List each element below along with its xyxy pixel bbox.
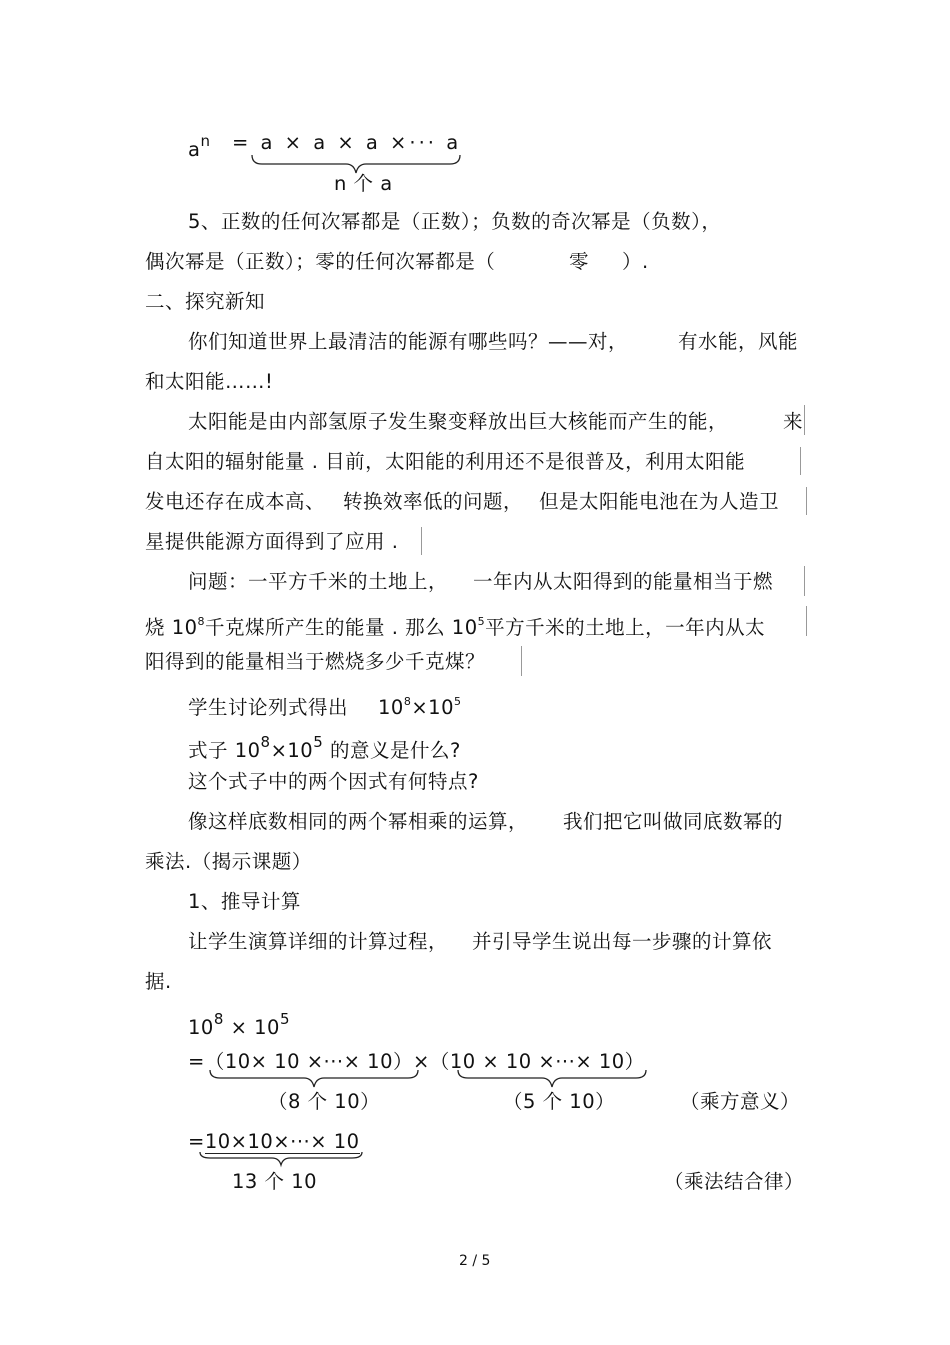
- formula-rhs: = a × a × a ×··· a: [232, 131, 462, 154]
- label-8-tens: （8 个 10）: [268, 1090, 381, 1113]
- brace-5-tens: [458, 1070, 648, 1090]
- p3-line3: 阳得到的能量相当于燃烧多少千克煤？: [145, 650, 486, 673]
- rule5-line2a: 偶次幂是（正数）；零的任何次幂都是（: [145, 250, 496, 273]
- derivation-step2: =10×10×···× 10: [188, 1130, 360, 1153]
- rule5-line1: 5、正数的任何次幂都是（正数）；负数的奇次幂是（负数），: [188, 210, 722, 233]
- p1-line2: 和太阳能……!: [145, 370, 274, 393]
- brace-13-tens: [200, 1152, 364, 1168]
- margin-bar: [521, 646, 522, 676]
- p2-line2: 自太阳的辐射能量 . 目前，太阳能的利用还不是很普及，利用太阳能: [145, 450, 746, 473]
- p1-line1b: 有水能，风能: [678, 330, 799, 353]
- formula-brace-label: n 个 a: [334, 172, 393, 195]
- p2-line3a: 发电还存在成本高、: [145, 490, 326, 513]
- p2-line1b: 来: [783, 410, 804, 433]
- step1-title: 1、推导计算: [188, 890, 301, 913]
- p3-line1a: 问题：一平方千米的土地上，: [188, 570, 449, 593]
- margin-bar: [806, 487, 807, 515]
- reason-associative-law: （乘法结合律）: [664, 1170, 805, 1193]
- p2-line3c: 但是太阳能电池在为人造卫: [539, 490, 780, 513]
- p1-line1a: 你们知道世界上最清洁的能源有哪些吗？——对，: [188, 330, 629, 353]
- p3-line1b: 一年内从太阳得到的能量相当于燃: [473, 570, 774, 593]
- rule5-line2c: ）.: [622, 250, 649, 273]
- formula-base: a: [188, 138, 201, 161]
- derivation-expression: $10^8 \times 10^5$: [188, 1010, 290, 1039]
- instruction-line1b: 并引导学生说出每一步骤的计算依: [472, 930, 773, 953]
- instruction-line2: 据.: [145, 970, 172, 993]
- reason-power-meaning: （乘方意义）: [680, 1090, 801, 1113]
- p2-line4: 星提供能源方面得到了应用 .: [145, 530, 399, 553]
- p3-line2: 烧 $10^8$千克煤所产生的能量 . 那么 $10^5$平方千米的土地上，一年内从太: [145, 615, 766, 639]
- section-title-explore: 二、探究新知: [145, 290, 266, 313]
- margin-bar: [804, 566, 805, 596]
- definition-line1b: 我们把它叫做同底数幂的: [563, 810, 784, 833]
- label-5-tens: （5 个 10）: [503, 1090, 616, 1113]
- power-definition-formula: [188, 128, 210, 163]
- meaning-question: 式子 $10^8\times 10^5$ 的意义是什么?: [188, 733, 461, 762]
- definition-line1a: 像这样底数相同的两个幂相乘的运算，: [188, 810, 529, 833]
- definition-line2: 乘法.（揭示课题）: [145, 850, 312, 873]
- label-13-tens: 13 个 10: [232, 1170, 318, 1193]
- p2-line3b: 转换效率低的问题，: [343, 490, 524, 513]
- feature-question: 这个式子中的两个因式有何特点?: [188, 770, 479, 793]
- rule5-answer-zero: 零: [569, 250, 590, 273]
- instruction-line1a: 让学生演算详细的计算过程，: [188, 930, 449, 953]
- formula-exponent: n: [200, 132, 211, 150]
- margin-bar: [800, 447, 801, 475]
- margin-bar: [421, 527, 422, 555]
- discussion-line: 学生讨论列式得出 $10^8\times 10^5$: [188, 695, 462, 719]
- derivation-step1: =（10× 10 ×···× 10）×（10 × 10 ×···× 10）: [188, 1050, 645, 1073]
- brace-8-tens: [210, 1070, 420, 1090]
- p2-line1a: 太阳能是由内部氢原子发生聚变释放出巨大核能而产生的能，: [188, 410, 729, 433]
- page-number: 2 / 5: [459, 1253, 491, 1269]
- margin-bar: [806, 606, 807, 636]
- margin-bar: [804, 405, 805, 435]
